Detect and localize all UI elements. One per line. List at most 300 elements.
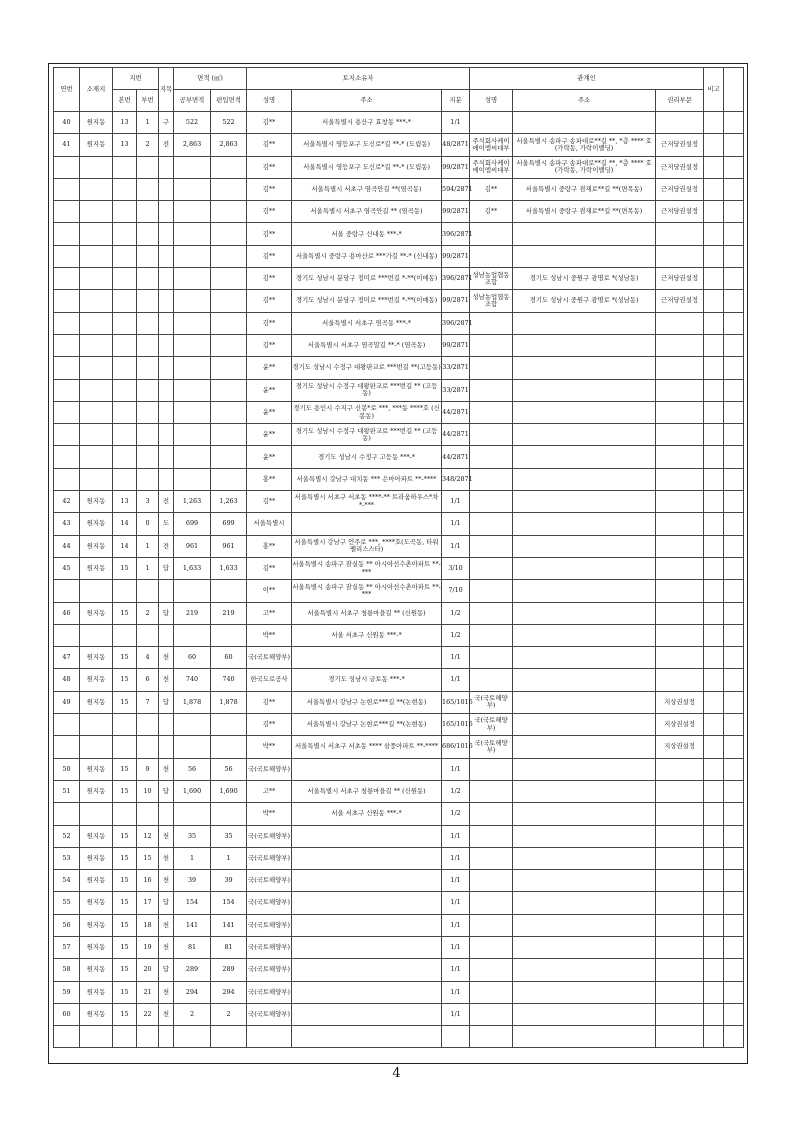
row-owner-name: 김** xyxy=(247,691,292,713)
table-row xyxy=(54,647,744,669)
row-note xyxy=(704,736,724,758)
row-lot-sub: 1 xyxy=(137,112,159,134)
row-area-official: 1,878 xyxy=(174,691,211,713)
row-rel-addr xyxy=(513,223,656,245)
row-lot-main: 15 xyxy=(113,959,137,981)
row-rel-addr: 서울특별시 중랑구 겸재로**길 **(면목동) xyxy=(513,178,656,200)
row-rel-name: 주식회사케이에이엠씨대부 xyxy=(470,156,513,178)
row-owner-addr: 서울특별시 서초구 서초동 ****-** 트라움하우스*차 *-*** xyxy=(292,491,442,513)
row-owner-name: 홍** xyxy=(247,468,292,490)
row-owner-share: 99/2871 xyxy=(442,334,470,356)
row-lot-main: 15 xyxy=(113,936,137,958)
row-rel-name xyxy=(470,914,513,936)
row-note xyxy=(704,513,724,535)
row-rel-addr xyxy=(513,825,656,847)
row-rel-right xyxy=(656,914,704,936)
header-area-official: 공부면적 xyxy=(174,90,211,112)
row-rel-right xyxy=(656,758,704,780)
row-note xyxy=(704,178,724,200)
row-serial xyxy=(54,334,80,356)
empty-cell xyxy=(513,1026,656,1048)
row-land-type xyxy=(159,446,174,468)
row-owner-share: 99/2871 xyxy=(442,156,470,178)
row-land-type: 천 xyxy=(159,825,174,847)
row-blank xyxy=(724,535,744,557)
row-owner-addr: 서울특별시 서초구 청룡마을길 ** (신원동) xyxy=(292,780,442,802)
row-note xyxy=(704,914,724,936)
row-area-take: 154 xyxy=(211,892,247,914)
row-owner-name: 국(국토해양부) xyxy=(247,647,292,669)
table-row xyxy=(54,847,744,869)
row-rel-right xyxy=(656,803,704,825)
row-area-official xyxy=(174,714,211,736)
row-rel-name xyxy=(470,936,513,958)
row-rel-right: 근저당권설정 xyxy=(656,290,704,312)
row-location: 원지동 xyxy=(80,647,113,669)
row-area-take: 2,863 xyxy=(211,134,247,156)
row-serial xyxy=(54,468,80,490)
row-area-take: 1,633 xyxy=(211,557,247,579)
row-land-type: 천 xyxy=(159,669,174,691)
row-location: 원지동 xyxy=(80,870,113,892)
row-area-official xyxy=(174,468,211,490)
row-rel-name xyxy=(470,892,513,914)
row-serial: 50 xyxy=(54,758,80,780)
row-rel-addr xyxy=(513,602,656,624)
row-area-official: 56 xyxy=(174,758,211,780)
row-note xyxy=(704,580,724,602)
row-owner-share: 1/1 xyxy=(442,936,470,958)
table-row xyxy=(54,491,744,513)
row-lot-main xyxy=(113,245,137,267)
row-area-take xyxy=(211,468,247,490)
row-serial: 52 xyxy=(54,825,80,847)
row-land-type: 천 xyxy=(159,936,174,958)
row-note xyxy=(704,401,724,423)
row-lot-sub xyxy=(137,178,159,200)
row-owner-addr xyxy=(292,513,442,535)
row-owner-addr: 서울 서초구 신원동 ***-* xyxy=(292,803,442,825)
row-land-type: 답 xyxy=(159,959,174,981)
row-owner-name: 윤** xyxy=(247,357,292,379)
table-row xyxy=(54,401,744,423)
row-rel-right xyxy=(656,357,704,379)
row-note xyxy=(704,803,724,825)
row-rel-right: 지상권설정 xyxy=(656,714,704,736)
row-area-take xyxy=(211,223,247,245)
row-owner-name: 국(국토해양부) xyxy=(247,981,292,1003)
row-land-type xyxy=(159,714,174,736)
row-blank xyxy=(724,714,744,736)
row-rel-addr xyxy=(513,468,656,490)
table-row xyxy=(54,156,744,178)
row-serial: 40 xyxy=(54,112,80,134)
row-lot-sub xyxy=(137,468,159,490)
header-rel-name: 성명 xyxy=(470,90,513,112)
row-owner-name: 한국도로공사 xyxy=(247,669,292,691)
row-owner-addr: 서울특별시 중랑구 용마산로 ***가길 **-* (신내동) xyxy=(292,245,442,267)
row-rel-name xyxy=(470,959,513,981)
row-owner-name: 국(국토해양부) xyxy=(247,847,292,869)
row-serial: 58 xyxy=(54,959,80,981)
row-note xyxy=(704,647,724,669)
row-rel-right: 근저당권설정 xyxy=(656,178,704,200)
row-note xyxy=(704,201,724,223)
row-serial: 57 xyxy=(54,936,80,958)
row-area-official: 289 xyxy=(174,959,211,981)
row-blank xyxy=(724,312,744,334)
row-location xyxy=(80,245,113,267)
row-lot-sub xyxy=(137,156,159,178)
row-rel-right xyxy=(656,535,704,557)
row-owner-share: 99/2871 xyxy=(442,245,470,267)
empty-cell xyxy=(137,1026,159,1048)
row-location xyxy=(80,624,113,646)
row-owner-name: 국(국토해양부) xyxy=(247,758,292,780)
row-note xyxy=(704,134,724,156)
row-owner-name: 국(국토해양부) xyxy=(247,959,292,981)
row-lot-main: 14 xyxy=(113,535,137,557)
header-location: 소재지 xyxy=(80,68,113,112)
row-blank xyxy=(724,201,744,223)
row-note xyxy=(704,491,724,513)
row-rel-name xyxy=(470,424,513,446)
row-lot-main xyxy=(113,401,137,423)
row-area-take xyxy=(211,424,247,446)
row-lot-sub: 6 xyxy=(137,669,159,691)
row-owner-name: 국(국토해양부) xyxy=(247,936,292,958)
row-serial: 42 xyxy=(54,491,80,513)
row-blank xyxy=(724,446,744,468)
row-serial: 49 xyxy=(54,691,80,713)
row-rel-addr xyxy=(513,758,656,780)
row-location: 원지동 xyxy=(80,959,113,981)
row-lot-sub xyxy=(137,357,159,379)
row-area-official xyxy=(174,334,211,356)
row-lot-main xyxy=(113,624,137,646)
row-blank xyxy=(724,691,744,713)
row-location xyxy=(80,268,113,290)
row-owner-addr: 경기도 성남시 수정구 대왕판교로 ***번길 ** (고등동) xyxy=(292,424,442,446)
empty-cell xyxy=(174,1026,211,1048)
row-area-take: 1,878 xyxy=(211,691,247,713)
row-note xyxy=(704,602,724,624)
row-lot-main: 13 xyxy=(113,112,137,134)
row-land-type xyxy=(159,803,174,825)
row-lot-sub xyxy=(137,379,159,401)
row-rel-addr xyxy=(513,936,656,958)
row-blank xyxy=(724,624,744,646)
row-blank xyxy=(724,178,744,200)
row-area-official: 141 xyxy=(174,914,211,936)
row-blank xyxy=(724,379,744,401)
row-rel-right: 근저당권설정 xyxy=(656,156,704,178)
row-lot-main xyxy=(113,803,137,825)
row-blank xyxy=(724,557,744,579)
row-owner-name: 김** xyxy=(247,491,292,513)
row-rel-name xyxy=(470,624,513,646)
row-serial: 53 xyxy=(54,847,80,869)
row-location xyxy=(80,290,113,312)
row-location xyxy=(80,357,113,379)
row-location: 원지동 xyxy=(80,1003,113,1025)
row-owner-addr xyxy=(292,892,442,914)
row-owner-addr: 서울특별시 서초구 청룡마을길 ** (신원동) xyxy=(292,602,442,624)
row-owner-share: 1/1 xyxy=(442,847,470,869)
table-row xyxy=(54,758,744,780)
row-area-official xyxy=(174,624,211,646)
row-blank xyxy=(724,245,744,267)
row-owner-share: 33/2871 xyxy=(442,379,470,401)
row-owner-name: 김** xyxy=(247,134,292,156)
row-serial xyxy=(54,178,80,200)
row-serial: 44 xyxy=(54,535,80,557)
row-blank xyxy=(724,156,744,178)
row-rel-right xyxy=(656,557,704,579)
table-row xyxy=(54,580,744,602)
row-owner-share: 48/2871 xyxy=(442,134,470,156)
row-land-type xyxy=(159,357,174,379)
row-owner-addr: 서울특별시 서초구 염곡말길 **-* (염곡동) xyxy=(292,334,442,356)
row-owner-name: 김** xyxy=(247,245,292,267)
table-row xyxy=(54,780,744,802)
row-rel-right xyxy=(656,424,704,446)
row-lot-main: 15 xyxy=(113,780,137,802)
row-blank xyxy=(724,357,744,379)
row-lot-sub xyxy=(137,201,159,223)
row-rel-name xyxy=(470,870,513,892)
row-rel-right xyxy=(656,491,704,513)
row-owner-name: 김** xyxy=(247,714,292,736)
row-location xyxy=(80,156,113,178)
row-land-type xyxy=(159,245,174,267)
row-owner-share: 99/2871 xyxy=(442,290,470,312)
empty-cell xyxy=(704,1026,724,1048)
row-rel-name: 국(국토해양부) xyxy=(470,736,513,758)
row-lot-sub: 17 xyxy=(137,892,159,914)
row-location xyxy=(80,379,113,401)
row-serial xyxy=(54,424,80,446)
row-rel-addr xyxy=(513,580,656,602)
empty-cell xyxy=(113,1026,137,1048)
row-rel-name xyxy=(470,847,513,869)
row-owner-addr xyxy=(292,914,442,936)
row-rel-right xyxy=(656,825,704,847)
row-location: 원지동 xyxy=(80,892,113,914)
row-owner-share: 594/2871 xyxy=(442,178,470,200)
row-rel-addr xyxy=(513,714,656,736)
row-area-take: 56 xyxy=(211,758,247,780)
row-blank xyxy=(724,914,744,936)
row-rel-right: 근저당권설정 xyxy=(656,134,704,156)
row-rel-right xyxy=(656,847,704,869)
table-row xyxy=(54,268,744,290)
row-blank xyxy=(724,401,744,423)
row-area-take: 522 xyxy=(211,112,247,134)
row-area-take: 219 xyxy=(211,602,247,624)
row-location: 원지동 xyxy=(80,134,113,156)
header-rel-right: 권리부문 xyxy=(656,90,704,112)
row-location xyxy=(80,334,113,356)
row-owner-share: 1/1 xyxy=(442,112,470,134)
row-land-type: 도 xyxy=(159,513,174,535)
row-serial: 41 xyxy=(54,134,80,156)
land-registry-table xyxy=(53,67,744,1048)
row-lot-main xyxy=(113,736,137,758)
row-rel-addr xyxy=(513,424,656,446)
row-owner-addr: 경기도 성남시 수정구 대왕판교로 ***번길 ** (고등동) xyxy=(292,379,442,401)
header-land-type: 지목 xyxy=(159,68,174,112)
row-owner-name: 홍** xyxy=(247,535,292,557)
row-lot-main xyxy=(113,714,137,736)
row-owner-addr: 서울특별시 강남구 대치동 *** 은마아파트 **-**** xyxy=(292,468,442,490)
row-area-official: 39 xyxy=(174,870,211,892)
row-rel-name: 김** xyxy=(470,201,513,223)
row-lot-main xyxy=(113,357,137,379)
row-serial xyxy=(54,580,80,602)
row-rel-right xyxy=(656,379,704,401)
row-note xyxy=(704,691,724,713)
row-serial xyxy=(54,714,80,736)
row-lot-main: 15 xyxy=(113,870,137,892)
row-area-take: 740 xyxy=(211,669,247,691)
row-land-type xyxy=(159,178,174,200)
row-serial xyxy=(54,312,80,334)
header-area-take: 편입면적 xyxy=(211,90,247,112)
row-location xyxy=(80,580,113,602)
empty-cell xyxy=(247,1026,292,1048)
row-owner-share: 1/1 xyxy=(442,825,470,847)
row-location: 원지동 xyxy=(80,780,113,802)
header-owner-addr: 주소 xyxy=(292,90,442,112)
table-row xyxy=(54,870,744,892)
row-rel-addr xyxy=(513,803,656,825)
row-rel-right xyxy=(656,981,704,1003)
row-rel-name xyxy=(470,758,513,780)
row-owner-name: 국(국토해양부) xyxy=(247,892,292,914)
row-note xyxy=(704,624,724,646)
row-serial: 45 xyxy=(54,557,80,579)
row-note xyxy=(704,870,724,892)
row-serial: 51 xyxy=(54,780,80,802)
row-rel-right xyxy=(656,602,704,624)
row-location xyxy=(80,201,113,223)
row-blank xyxy=(724,223,744,245)
row-owner-name: 국(국토해양부) xyxy=(247,870,292,892)
row-land-type: 천 xyxy=(159,870,174,892)
row-owner-name: 김** xyxy=(247,201,292,223)
row-lot-main xyxy=(113,268,137,290)
table-row xyxy=(54,134,744,156)
row-area-official: 699 xyxy=(174,513,211,535)
row-lot-main: 15 xyxy=(113,847,137,869)
empty-cell xyxy=(159,1026,174,1048)
row-owner-addr xyxy=(292,870,442,892)
row-blank xyxy=(724,602,744,624)
row-owner-addr xyxy=(292,847,442,869)
row-owner-addr: 서울특별시 송파구 잠실동 ** 아시아선수촌아파트 **-*** xyxy=(292,557,442,579)
row-area-take: 289 xyxy=(211,959,247,981)
row-owner-share: 1/1 xyxy=(442,491,470,513)
row-lot-main: 15 xyxy=(113,825,137,847)
row-lot-sub xyxy=(137,580,159,602)
row-area-official xyxy=(174,223,211,245)
row-blank xyxy=(724,981,744,1003)
row-area-take xyxy=(211,401,247,423)
table-body xyxy=(54,112,744,1048)
row-owner-share: 165/1016 xyxy=(442,714,470,736)
row-note xyxy=(704,959,724,981)
row-lot-main: 15 xyxy=(113,758,137,780)
row-rel-addr xyxy=(513,334,656,356)
row-owner-share: 7/10 xyxy=(442,580,470,602)
row-area-take: 1 xyxy=(211,847,247,869)
row-rel-addr xyxy=(513,780,656,802)
row-owner-share: 1/1 xyxy=(442,914,470,936)
row-area-take: 35 xyxy=(211,825,247,847)
row-owner-addr: 서울특별시 영등포구 도신로*길 **-* (도림동) xyxy=(292,156,442,178)
row-owner-share: 1/1 xyxy=(442,959,470,981)
row-area-take xyxy=(211,245,247,267)
row-owner-share: 1/1 xyxy=(442,513,470,535)
row-area-official: 1,633 xyxy=(174,557,211,579)
row-owner-name: 국(국토해양부) xyxy=(247,1003,292,1025)
row-owner-addr: 서울특별시 강남구 언주로 ***, ****호(도곡동, 타워팰리스스타) xyxy=(292,535,442,557)
row-note xyxy=(704,714,724,736)
empty-cell xyxy=(54,1026,80,1048)
row-rel-name: 국(국토해양부) xyxy=(470,691,513,713)
row-rel-right xyxy=(656,647,704,669)
row-owner-share: 396/2871 xyxy=(442,312,470,334)
row-owner-share: 99/2871 xyxy=(442,201,470,223)
row-location xyxy=(80,446,113,468)
row-location: 원지동 xyxy=(80,602,113,624)
row-rel-name xyxy=(470,468,513,490)
row-location: 원지동 xyxy=(80,669,113,691)
row-owner-name: 김** xyxy=(247,112,292,134)
row-lot-sub: 19 xyxy=(137,936,159,958)
row-blank xyxy=(724,825,744,847)
header-lot: 지번 xyxy=(113,68,159,90)
row-location: 원지동 xyxy=(80,847,113,869)
row-land-type: 천 xyxy=(159,981,174,1003)
row-lot-main: 15 xyxy=(113,557,137,579)
row-area-take xyxy=(211,201,247,223)
row-lot-main: 15 xyxy=(113,691,137,713)
row-location xyxy=(80,424,113,446)
row-lot-sub xyxy=(137,446,159,468)
row-location: 원지동 xyxy=(80,936,113,958)
table-row xyxy=(54,959,744,981)
row-rel-right xyxy=(656,468,704,490)
row-lot-main: 14 xyxy=(113,513,137,535)
row-rel-name: 성남농업협동조합 xyxy=(470,268,513,290)
row-owner-share: 33/2871 xyxy=(442,357,470,379)
row-owner-addr: 서울특별시 서초구 서초동 **** 삼풍아파트 **-**** xyxy=(292,736,442,758)
row-note xyxy=(704,892,724,914)
row-owner-share: 348/2871 xyxy=(442,468,470,490)
row-rel-addr xyxy=(513,491,656,513)
row-area-take xyxy=(211,290,247,312)
table-row-empty xyxy=(54,1026,744,1048)
row-area-official xyxy=(174,446,211,468)
row-area-take: 39 xyxy=(211,870,247,892)
row-land-type: 전 xyxy=(159,134,174,156)
row-lot-main xyxy=(113,446,137,468)
row-owner-share: 3/10 xyxy=(442,557,470,579)
row-serial: 46 xyxy=(54,602,80,624)
row-lot-sub xyxy=(137,312,159,334)
